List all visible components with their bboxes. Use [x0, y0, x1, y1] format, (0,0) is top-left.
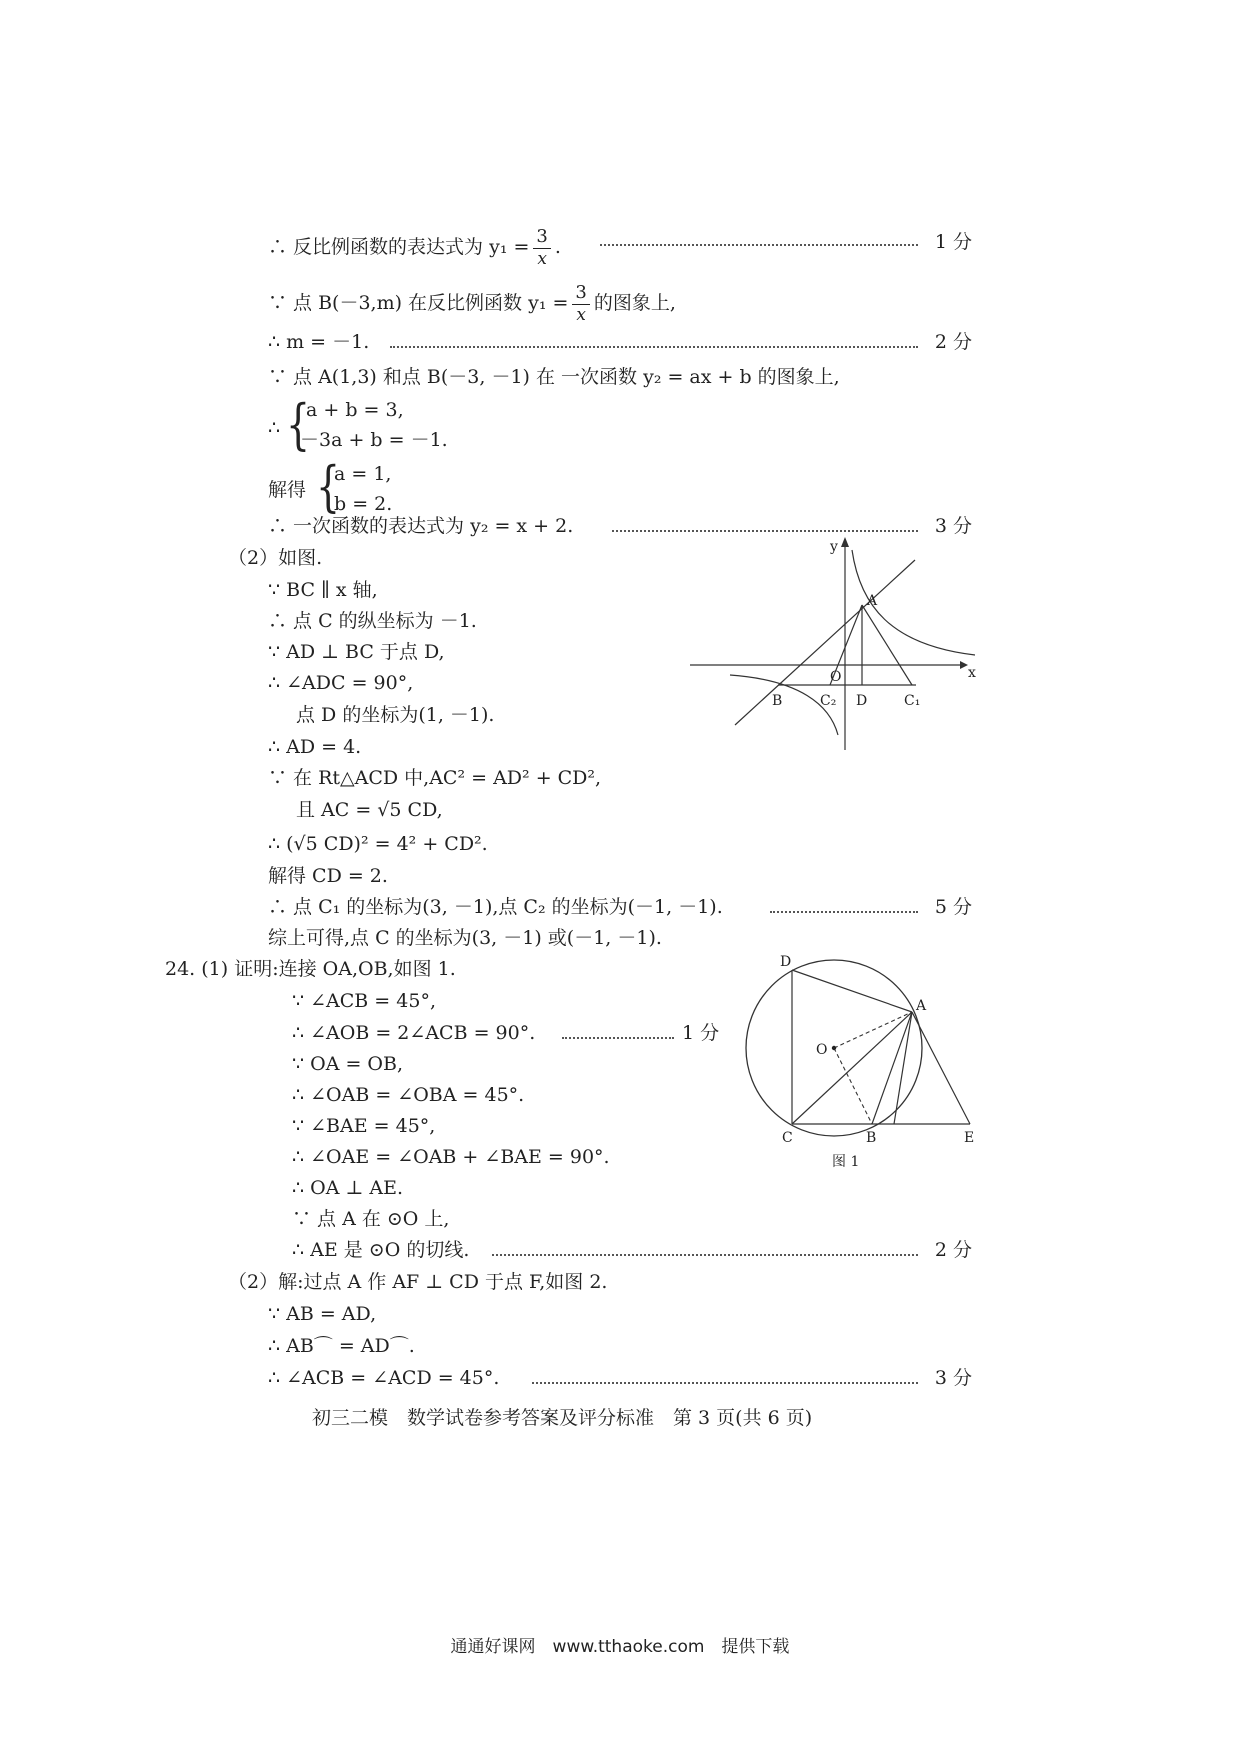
answer-line-linear-function: ∴ 一次函数的表达式为 y₂ = x + 2. [268, 515, 574, 537]
score-mark: 1 分 [682, 1022, 720, 1044]
score-mark: 3 分 [934, 1367, 972, 1389]
q24-line: ∵ ∠BAE = 45°, [292, 1115, 436, 1137]
score-mark: 2 分 [934, 1239, 972, 1261]
figure-caption: 图 1 [832, 1154, 860, 1170]
fraction-denominator: x [537, 249, 547, 269]
part2-line: ∴ (√5 CD)² = 4² + CD². [268, 833, 488, 855]
dot-leader [532, 1382, 918, 1384]
q24-line: ∴ OA ⊥ AE. [292, 1177, 404, 1199]
point-label-a: A [916, 998, 927, 1014]
answer-line-m-value: ∴ m = －1. [268, 331, 370, 353]
dot-leader [770, 911, 918, 913]
point-label-c: C [782, 1130, 793, 1146]
q24-line: ∴ ∠AOB = 2∠ACB = 90°. [292, 1022, 536, 1044]
q24-line: ∴ ∠OAB = ∠OBA = 45°. [292, 1084, 525, 1106]
text-segment: 的图象上, [593, 292, 676, 314]
center-point-o [832, 1046, 836, 1050]
q24-line: ∵ ∠ACB = 45°, [292, 990, 436, 1012]
solution-equation-a: a = 1, [334, 463, 392, 485]
y-axis-arrow-icon [841, 537, 849, 547]
dot-leader [600, 244, 918, 246]
left-brace-icon: { [286, 393, 311, 456]
left-brace-icon: { [316, 455, 341, 518]
x-axis-label: x [968, 665, 976, 681]
q24-line: ∵ 点 A 在 ⊙O 上, [292, 1208, 450, 1230]
page-footer: 初三二模 数学试卷参考答案及评分标准 第 3 页(共 6 页) [312, 1407, 813, 1429]
part2-line: ∴ ∠ADC = 90°, [268, 672, 414, 694]
segment-ca [792, 1012, 912, 1124]
q24-part2-line: ∵ AB = AD, [268, 1303, 377, 1325]
text-segment: ∴ 反比例函数的表达式为 y₁ = [268, 236, 530, 258]
segment-da [792, 970, 912, 1012]
score-mark: 1 分 [934, 231, 972, 253]
system-equation-1: a + b = 3, [306, 399, 404, 421]
circle-figure-1 [738, 950, 988, 1170]
segment-ab [872, 1012, 912, 1124]
part2-heading: （2）如图. [228, 547, 323, 569]
part2-line: 且 AC = √5 CD, [296, 799, 443, 821]
part2-line: ∵ 在 Rt△ACD 中,AC² = AD² + CD², [268, 767, 602, 789]
answer-line-points-on-linear: ∵ 点 A(1,3) 和点 B(－3, －1) 在 一次函数 y₂ = ax + b 的图象上, [268, 366, 840, 388]
part2-conclusion: 综上可得,点 C 的坐标为(3, －1) 或(－1, －1). [268, 927, 662, 949]
part2-line: 点 D 的坐标为(1, －1). [296, 704, 495, 726]
solution-label: 解得 [268, 479, 307, 501]
therefore-symbol: ∴ [268, 417, 281, 439]
point-label-d: D [780, 954, 792, 970]
dot-leader [492, 1254, 918, 1256]
x-axis-arrow-icon [960, 661, 968, 669]
dot-leader [562, 1037, 674, 1039]
part2-line: 解得 CD = 2. [268, 865, 388, 887]
fraction-numerator: 3 [572, 284, 589, 305]
point-label-b: B [772, 693, 783, 709]
q24-part2-line: ∴ AB⌒ = AD⌒. [268, 1335, 415, 1357]
system-equation-2: －3a + b = －1. [300, 429, 448, 451]
q24-heading: 24. (1) 证明:连接 OA,OB,如图 1. [165, 958, 456, 980]
segment-ae [912, 1012, 970, 1124]
part2-line: ∴ 点 C₁ 的坐标为(3, －1),点 C₂ 的坐标为(－1, －1). [268, 896, 723, 918]
point-label-a: A [867, 593, 878, 609]
q24-part2-heading: （2）解:过点 A 作 AF ⊥ CD 于点 F,如图 2. [228, 1271, 608, 1293]
point-label-e: E [964, 1130, 975, 1146]
point-label-o: O [830, 669, 842, 685]
part2-line: ∴ 点 C 的纵坐标为 －1. [268, 610, 477, 632]
q24-line: ∴ ∠OAE = ∠OAB + ∠BAE = 90°. [292, 1146, 610, 1168]
part2-line: ∵ AD ⊥ BC 于点 D, [268, 641, 445, 663]
point-label-o: O [816, 1042, 828, 1058]
fraction [572, 284, 589, 324]
q24-line: ∵ OA = OB, [292, 1053, 404, 1075]
part2-line: ∴ AD = 4. [268, 736, 362, 758]
point-label-c1: C₁ [904, 693, 921, 709]
dot-leader [390, 346, 918, 348]
segment-ac1 [862, 605, 912, 685]
point-label-d: D [856, 693, 868, 709]
fraction-numerator: 3 [533, 228, 550, 249]
dot-leader [612, 530, 918, 532]
q24-part2-line: ∴ ∠ACB = ∠ACD = 45°. [268, 1367, 500, 1389]
coordinate-graph-figure [690, 535, 980, 750]
text-segment: . [554, 236, 561, 258]
q24-line: ∴ AE 是 ⊙O 的切线. [292, 1239, 470, 1261]
download-watermark: 通通好课网 www.tthaoke.com 提供下载 [450, 1637, 790, 1657]
y-axis-label: y [830, 539, 838, 555]
point-label-b: B [866, 1130, 877, 1146]
fraction [533, 228, 550, 268]
part2-line: ∵ BC ∥ x 轴, [268, 579, 378, 601]
fraction-denominator: x [576, 305, 586, 325]
score-mark: 2 分 [934, 331, 972, 353]
answer-line-point-b [268, 284, 676, 324]
text-segment: ∵ 点 B(－3,m) 在反比例函数 y₁ = [268, 292, 569, 314]
point-label-c2: C₂ [820, 693, 837, 709]
segment-a-inner [894, 1012, 912, 1124]
segment-oa [834, 1012, 912, 1048]
score-mark: 5 分 [934, 896, 972, 918]
segment-ob [834, 1048, 872, 1124]
score-mark: 3 分 [934, 515, 972, 537]
answer-line-inverse-function [268, 228, 561, 268]
solution-equation-b: b = 2. [334, 493, 393, 515]
